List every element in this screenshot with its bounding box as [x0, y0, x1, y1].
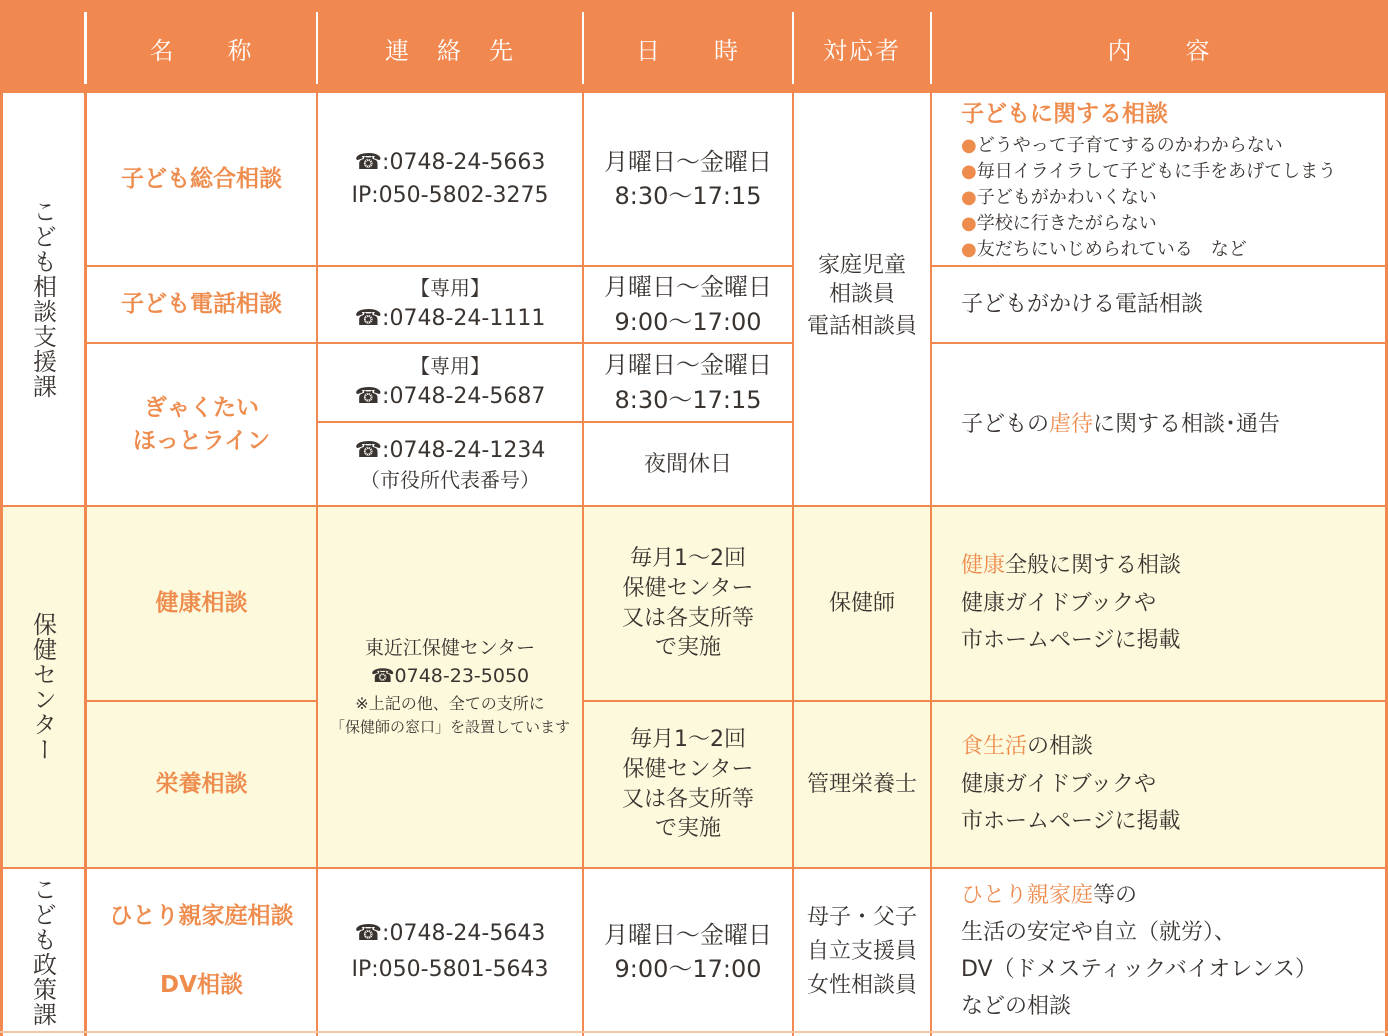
single-parent-name-cell	[86, 868, 317, 1036]
abuse-content-pre: 子どもの	[961, 412, 1050, 437]
abuse-name-line1: ぎゃくたい	[144, 395, 259, 422]
phone-contact-cell	[317, 266, 583, 343]
grid-h-health-right	[583, 700, 1388, 702]
grid-h-general-content	[931, 265, 1388, 267]
health-datetime-line2: 保健センター	[622, 575, 754, 601]
abuse-content	[961, 408, 1280, 441]
phone-tel: ☎:0748-24-1111	[354, 305, 546, 331]
nutrition-responder-cell	[793, 701, 931, 868]
general-name: 子ども総合相談	[121, 165, 282, 192]
header-sep-5	[930, 12, 932, 84]
phone-time: 9:00～17:00	[614, 307, 762, 336]
general-content-list	[961, 133, 1336, 263]
general-days: 月曜日～金曜日	[604, 147, 772, 176]
abuse-night-cell	[583, 422, 793, 506]
single-parent-ip: IP:050-5801-5643	[351, 957, 549, 982]
header-sep-4	[792, 12, 794, 84]
bullet-icon: ●	[961, 186, 977, 208]
list-item	[961, 211, 1336, 237]
abuse-content-highlight: 虐待	[1049, 412, 1094, 437]
header-datetime-label: 日 時	[636, 36, 740, 65]
grid-h-phone	[86, 342, 793, 344]
single-parent-datetime-cell	[583, 868, 793, 1036]
abuse-label: 【専用】	[410, 353, 490, 378]
abuse-tel2-note: （市役所代表番号）	[360, 468, 540, 492]
header-name-label: 名 称	[149, 36, 254, 65]
general-item-4: 学校に行きたがらない	[976, 212, 1157, 234]
single-parent-content-line3: DV（ドメスティックバイオレンス）	[961, 957, 1317, 982]
general-contact-cell	[317, 92, 583, 266]
responder-family-line1: 家庭児童	[817, 253, 906, 278]
health-contact-note2: 「保健師の窓口」を設置しています	[329, 718, 570, 737]
responder-family-line2: 相談員	[828, 281, 895, 307]
phone-content: 子どもがかける電話相談	[961, 292, 1204, 317]
bullet-icon: ●	[961, 212, 977, 234]
single-parent-responder-3: 女性相談員	[806, 973, 917, 999]
abuse-datetime-cell	[583, 343, 793, 422]
grid-h-health	[86, 700, 317, 702]
phone-content-cell	[931, 266, 1388, 343]
single-parent-tel: ☎:0748-24-5643	[354, 920, 546, 946]
header-sep-1	[84, 12, 87, 84]
general-item-1: どうやって子育てするのかわからない	[976, 134, 1283, 156]
list-item	[961, 159, 1336, 185]
nutrition-datetime-line1: 毎月1～2回	[630, 726, 746, 752]
health-responder: 保健師	[828, 591, 895, 616]
abuse-contact2-cell	[317, 422, 583, 506]
header-sep-3	[582, 12, 584, 84]
grid-v-5	[930, 12, 932, 1036]
dept-child-support	[0, 92, 86, 506]
list-item	[961, 133, 1336, 159]
responder-family-cell	[793, 92, 931, 506]
bullet-icon: ●	[961, 238, 977, 260]
health-contact-tel: ☎0748-23-5050	[370, 664, 530, 687]
general-item-3: 子どもがかわいくない	[976, 186, 1157, 208]
abuse-name-line2: ほっとライン	[132, 427, 271, 454]
health-datetime-line3: 又は各支所等	[621, 605, 754, 631]
nutrition-datetime-line4: で実施	[654, 816, 721, 842]
health-contact-cell	[317, 506, 583, 868]
single-parent-responder-1: 母子・父子	[806, 904, 917, 930]
header-contact	[317, 12, 583, 84]
health-name: 健康相談	[155, 590, 248, 617]
nutrition-content-post: の相談	[1027, 734, 1094, 760]
dept-child-policy-label: こども政策課	[28, 877, 57, 1027]
single-parent-content-cell	[931, 868, 1388, 1036]
list-item	[961, 185, 1336, 211]
phone-datetime-cell	[583, 266, 793, 343]
dept-child-policy	[0, 868, 86, 1036]
dept-health-center-label: 保健センター	[28, 612, 57, 762]
phone-name: 子ども電話相談	[121, 291, 282, 318]
grid-h-abuse-mid	[317, 421, 793, 423]
grid-h-section1	[0, 505, 1388, 507]
grid-v-2	[316, 12, 318, 1036]
single-parent-content-line2: 生活の安定や自立（就労）、	[961, 920, 1237, 946]
header-sep-2	[316, 12, 318, 84]
grid-v-3	[582, 12, 584, 1036]
dept-child-support-label: こども相談支援課	[28, 199, 57, 399]
single-parent-time: 9:00～17:00	[614, 955, 762, 983]
bullet-icon: ●	[961, 160, 977, 182]
header-responder	[793, 12, 931, 84]
general-content-cell	[931, 92, 1388, 266]
single-parent-contact-cell	[317, 868, 583, 1036]
health-datetime-cell	[583, 506, 793, 701]
abuse-content-post: に関する相談･通告	[1093, 412, 1281, 437]
phone-label: 【専用】	[410, 275, 490, 300]
health-content-post: 全般に関する相談	[1005, 553, 1182, 579]
nutrition-content-line1	[961, 728, 1093, 765]
health-content-line3: 市ホームページに掲載	[961, 628, 1181, 654]
abuse-tel: ☎:0748-24-5687	[354, 383, 546, 409]
general-datetime-cell	[583, 92, 793, 266]
health-content-highlight: 健康	[961, 553, 1006, 579]
general-tel: ☎:0748-24-5663	[354, 150, 546, 175]
abuse-name-cell	[86, 343, 317, 506]
nutrition-datetime-cell	[583, 701, 793, 868]
dv-name: DV相談	[160, 972, 243, 999]
single-parent-content-highlight: ひとり親家庭	[961, 883, 1094, 909]
health-name-cell	[86, 506, 317, 701]
single-parent-name: ひとり親家庭相談	[109, 903, 294, 930]
abuse-contact-cell	[317, 343, 583, 422]
grid-h-general	[86, 265, 793, 267]
grid-h-bottom	[0, 1031, 1388, 1033]
grid-h-phone-content	[931, 342, 1388, 344]
health-datetime-line1: 毎月1～2回	[630, 545, 746, 571]
grid-h-section2	[0, 867, 1388, 869]
general-time: 8:30～17:15	[614, 182, 762, 210]
phone-name-cell	[86, 266, 317, 343]
general-item-2: 毎日イライラして子どもに手をあげてしまう	[976, 160, 1337, 182]
dept-health-center	[0, 506, 86, 868]
header-contact-label: 連 絡 先	[385, 36, 515, 65]
nutrition-datetime-line2: 保健センター	[622, 756, 754, 782]
health-responder-cell	[793, 506, 931, 701]
general-content-title: 子どもに関する相談	[961, 101, 1168, 127]
single-parent-content-line1	[961, 878, 1137, 915]
header-content	[931, 12, 1388, 84]
nutrition-name-cell	[86, 701, 317, 868]
abuse-days: 月曜日～金曜日	[604, 351, 772, 380]
health-content-line2: 健康ガイドブックや	[961, 590, 1157, 616]
health-datetime-line4: で実施	[654, 635, 721, 661]
header-datetime	[583, 12, 793, 84]
abuse-night: 夜間休日	[643, 451, 732, 477]
single-parent-responder-cell	[793, 868, 931, 1036]
grid-v-4	[792, 12, 794, 1036]
nutrition-content-highlight: 食生活	[961, 734, 1028, 760]
health-content-line1	[961, 547, 1181, 584]
abuse-content-cell	[931, 343, 1388, 506]
abuse-tel2: ☎:0748-24-1234	[354, 438, 546, 463]
health-contact-line1: 東近江保健センター	[364, 637, 536, 660]
general-item-5: 友だちにいじめられている など	[976, 238, 1247, 260]
nutrition-datetime-line3: 又は各支所等	[621, 786, 754, 812]
health-content-cell	[931, 506, 1388, 701]
nutrition-content-line3: 市ホームページに掲載	[961, 809, 1181, 835]
general-name-cell	[86, 92, 317, 266]
single-parent-content-line4: などの相談	[961, 993, 1072, 1019]
abuse-time: 8:30～17:15	[614, 385, 762, 414]
health-contact-note1: ※上記の他、全ての支所に	[355, 693, 545, 713]
single-parent-responder-2: 自立支援員	[806, 938, 917, 964]
responder-family-line3: 電話相談員	[806, 314, 917, 340]
single-parent-content-post: 等の	[1093, 883, 1138, 909]
bullet-icon: ●	[961, 134, 977, 156]
grid-h-header	[0, 90, 1388, 93]
nutrition-content-line2: 健康ガイドブックや	[961, 771, 1157, 797]
general-ip: IP:050-5802-3275	[351, 183, 549, 208]
single-parent-days: 月曜日～金曜日	[604, 920, 772, 949]
nutrition-responder: 管理栄養士	[806, 772, 917, 797]
phone-days: 月曜日～金曜日	[604, 273, 772, 302]
list-item	[961, 237, 1336, 263]
header-content-label: 内 容	[1107, 36, 1212, 65]
header-name	[86, 12, 317, 84]
grid-v-1	[84, 12, 87, 1036]
grid-v-left	[0, 92, 3, 1036]
nutrition-content-cell	[931, 701, 1388, 868]
header-responder-label: 対応者	[823, 36, 901, 65]
nutrition-name: 栄養相談	[155, 771, 248, 798]
